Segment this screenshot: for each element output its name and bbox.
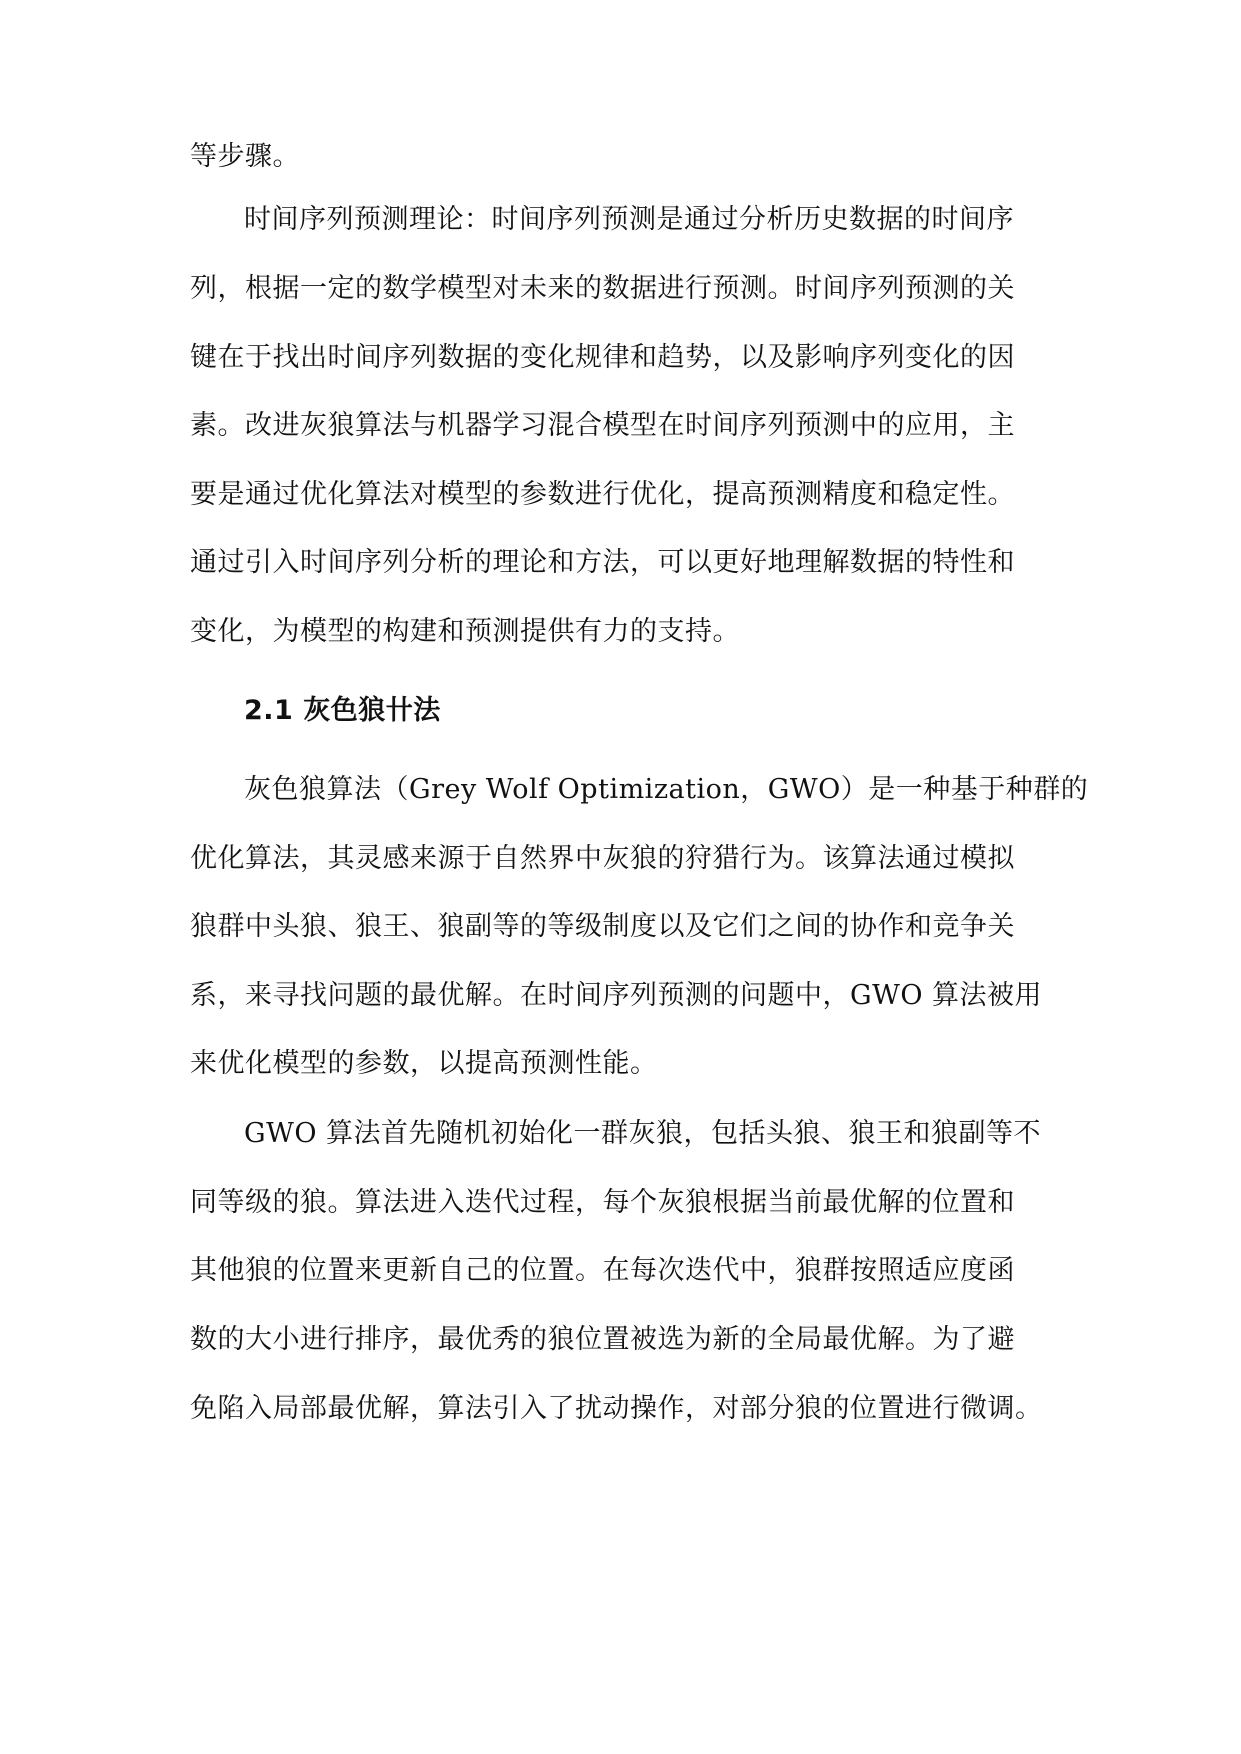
paragraph-line: 灰色狼算法（Grey Wolf Optimization，GWO）是一种基于种群的 bbox=[244, 774, 1089, 805]
paragraph-line: 时间序列预测理论：时间序列预测是通过分析历史数据的时间序 bbox=[244, 204, 1014, 235]
paragraph-line: 优化算法，其灵感来源于自然界中灰狼的狩猎行为。该算法通过模拟 bbox=[190, 843, 1015, 874]
paragraph-line: 系，来寻找问题的最优解。在时间序列预测的问题中，GWO 算法被用 bbox=[190, 980, 1043, 1011]
paragraph-line: GWO 算法首先随机初始化一群灰狼，包括头狼、狼王和狼副等不 bbox=[244, 1118, 1042, 1149]
paragraph-line: 素。改进灰狼算法与机器学习混合模型在时间序列预测中的应用，主 bbox=[190, 410, 1015, 441]
paragraph-line: 其他狼的位置来更新自己的位置。在每次迭代中，狼群按照适应度函 bbox=[190, 1255, 1015, 1286]
paragraph-line: 列，根据一定的数学模型对未来的数据进行预测。时间序列预测的关 bbox=[190, 273, 1015, 304]
paragraph-line: 通过引入时间序列分析的理论和方法，可以更好地理解数据的特性和 bbox=[190, 547, 1015, 578]
paragraph-line: 键在于找出时间序列数据的变化规律和趋势，以及影响序列变化的因 bbox=[190, 342, 1015, 373]
paragraph-line: 要是通过优化算法对模型的参数进行优化，提高预测精度和稳定性。 bbox=[190, 479, 1015, 510]
paragraph-line: 变化，为模型的构建和预测提供有力的支持。 bbox=[190, 616, 740, 647]
paragraph-line: 数的大小进行排序，最优秀的狼位置被选为新的全局最优解。为了避 bbox=[190, 1324, 1015, 1355]
paragraph-line: 同等级的狼。算法进入迭代过程，每个灰狼根据当前最优解的位置和 bbox=[190, 1187, 1015, 1218]
paragraph-line: 免陷入局部最优解，算法引入了扰动操作，对部分狼的位置进行微调。 bbox=[190, 1393, 1043, 1424]
paragraph-line: 来优化模型的参数，以提高预测性能。 bbox=[190, 1048, 658, 1079]
section-heading: 2.1 灰色狼卄法 bbox=[244, 695, 441, 726]
paragraph-line: 狼群中头狼、狼王、狼副等的等级制度以及它们之间的协作和竞争关 bbox=[190, 911, 1015, 942]
paragraph-line: 等步骤。 bbox=[190, 141, 300, 172]
